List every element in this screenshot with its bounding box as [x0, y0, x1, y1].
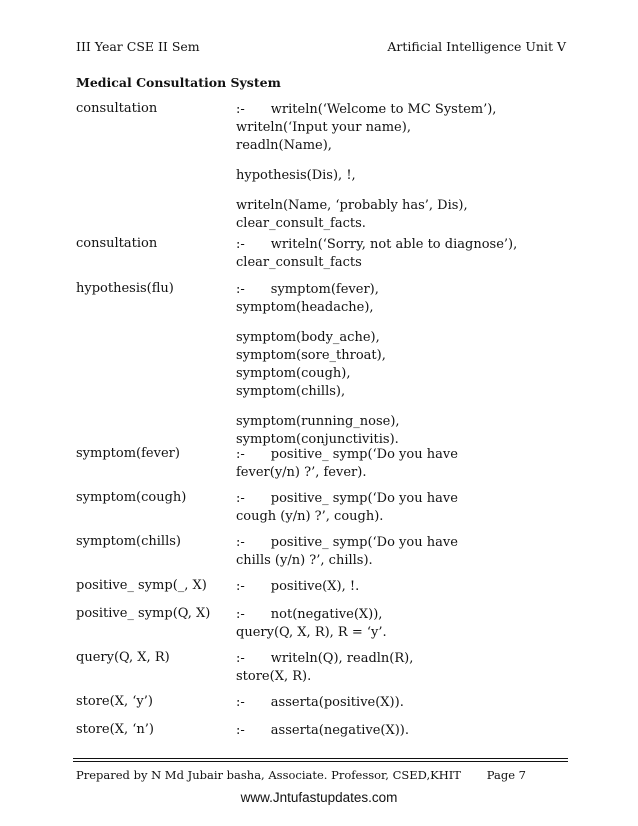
- rule-line: [236, 281, 400, 299]
- rule-body: [236, 236, 517, 272]
- rule-separator: :-: [236, 447, 245, 462]
- rule-line: query(Q, X, R), R = ‘y’.: [236, 625, 387, 640]
- rule-line-text: positive_ symp(‘Do you have: [270, 447, 458, 462]
- rule-line: [236, 446, 458, 464]
- rule-line-text: asserta(positive(X)).: [270, 695, 404, 710]
- page-title: Medical Consultation System: [76, 75, 281, 90]
- rule-line: symptom(sore_throat),: [236, 348, 386, 363]
- rule-head: symptom(chills): [76, 534, 181, 549]
- rule-separator: :-: [236, 491, 245, 506]
- rule-body: [236, 446, 458, 482]
- rule-line: store(X, R).: [236, 669, 312, 684]
- rule-head: positive_ symp(Q, X): [76, 606, 211, 621]
- footer-divider-2: [73, 761, 568, 762]
- rule-head: symptom(cough): [76, 490, 187, 505]
- rule-line: [236, 606, 387, 624]
- rule-body: [236, 722, 409, 740]
- rule-line: [236, 578, 359, 596]
- website-url[interactable]: www.Jntufastupdates.com: [240, 790, 398, 805]
- rule-line: chills (y/n) ?’, chills).: [236, 553, 373, 568]
- rule-line-text: positive(X), !.: [270, 579, 360, 594]
- rule-line: hypothesis(Dis), !,: [236, 168, 356, 183]
- rule-line-text: positive_ symp(‘Do you have: [270, 535, 458, 550]
- rule-line-text: writeln(Q), readln(R),: [270, 651, 414, 666]
- rule-line: [236, 650, 413, 668]
- rule-separator: :-: [236, 579, 245, 594]
- rule-body: [236, 534, 458, 570]
- rule-line: [236, 101, 496, 119]
- rule-head: symptom(fever): [76, 446, 180, 461]
- rule-line-text: writeln(‘Welcome to MC System’),: [270, 102, 497, 117]
- rule-line-text: writeln(‘Sorry, not able to diagnose’),: [270, 237, 518, 252]
- page-number: Page 7: [486, 768, 526, 782]
- rule-line: cough (y/n) ?’, cough).: [236, 509, 384, 524]
- rule-line: clear_consult_facts.: [236, 216, 366, 231]
- rule-head: query(Q, X, R): [76, 650, 170, 665]
- rule-head: consultation: [76, 236, 158, 251]
- rule-line: [236, 722, 409, 740]
- rule-separator: :-: [236, 535, 245, 550]
- rule-separator: :-: [236, 237, 245, 252]
- rule-line: symptom(headache),: [236, 300, 374, 315]
- rule-body: [236, 694, 404, 712]
- rule-line-text: not(negative(X)),: [270, 607, 383, 622]
- rule-line: readln(Name),: [236, 138, 332, 153]
- footer-divider: [73, 758, 568, 759]
- rule-separator: :-: [236, 695, 245, 710]
- rule-body: [236, 101, 496, 233]
- rule-body: [236, 490, 458, 526]
- rule-line: fever(y/n) ?’, fever).: [236, 465, 367, 480]
- rule-line: [236, 534, 458, 552]
- rule-line-text: symptom(fever),: [270, 282, 379, 297]
- header-course: III Year CSE II Sem: [76, 39, 200, 54]
- rule-line: symptom(running_nose),: [236, 414, 400, 429]
- footer-author: Prepared by N Md Jubair basha, Associate. Professor, CSED,KHIT: [76, 768, 461, 782]
- rule-head: hypothesis(flu): [76, 281, 174, 296]
- rule-line: [236, 694, 404, 712]
- rule-line: symptom(conjunctivitis).: [236, 432, 399, 447]
- rule-line: symptom(chills),: [236, 384, 346, 399]
- rule-separator: :-: [236, 282, 245, 297]
- rule-line: symptom(body_ache),: [236, 330, 380, 345]
- rule-head: store(X, ‘y’): [76, 694, 153, 709]
- rule-line: writeln(Name, ‘probably has’, Dis),: [236, 198, 468, 213]
- rule-line: [236, 490, 458, 508]
- rule-head: positive_ symp(_, X): [76, 578, 207, 593]
- paragraph-gap: [236, 401, 400, 413]
- rule-separator: :-: [236, 723, 245, 738]
- rule-line: [236, 236, 517, 254]
- paragraph-gap: [236, 185, 496, 197]
- rule-body: [236, 606, 387, 642]
- paragraph-gap: [236, 155, 496, 167]
- rule-line-text: asserta(negative(X)).: [270, 723, 409, 738]
- rule-body: [236, 281, 400, 449]
- paragraph-gap: [236, 317, 400, 329]
- rule-line: clear_consult_facts: [236, 255, 362, 270]
- rule-separator: :-: [236, 102, 245, 117]
- rule-line: writeln(‘Input your name),: [236, 120, 411, 135]
- rule-body: [236, 650, 413, 686]
- header-subject: Artificial Intelligence Unit V: [387, 39, 566, 54]
- rule-body: [236, 578, 359, 596]
- rule-line-text: positive_ symp(‘Do you have: [270, 491, 458, 506]
- rule-separator: :-: [236, 607, 245, 622]
- rule-head: consultation: [76, 101, 158, 116]
- rule-separator: :-: [236, 651, 245, 666]
- rule-head: store(X, ‘n’): [76, 722, 154, 737]
- rule-line: symptom(cough),: [236, 366, 351, 381]
